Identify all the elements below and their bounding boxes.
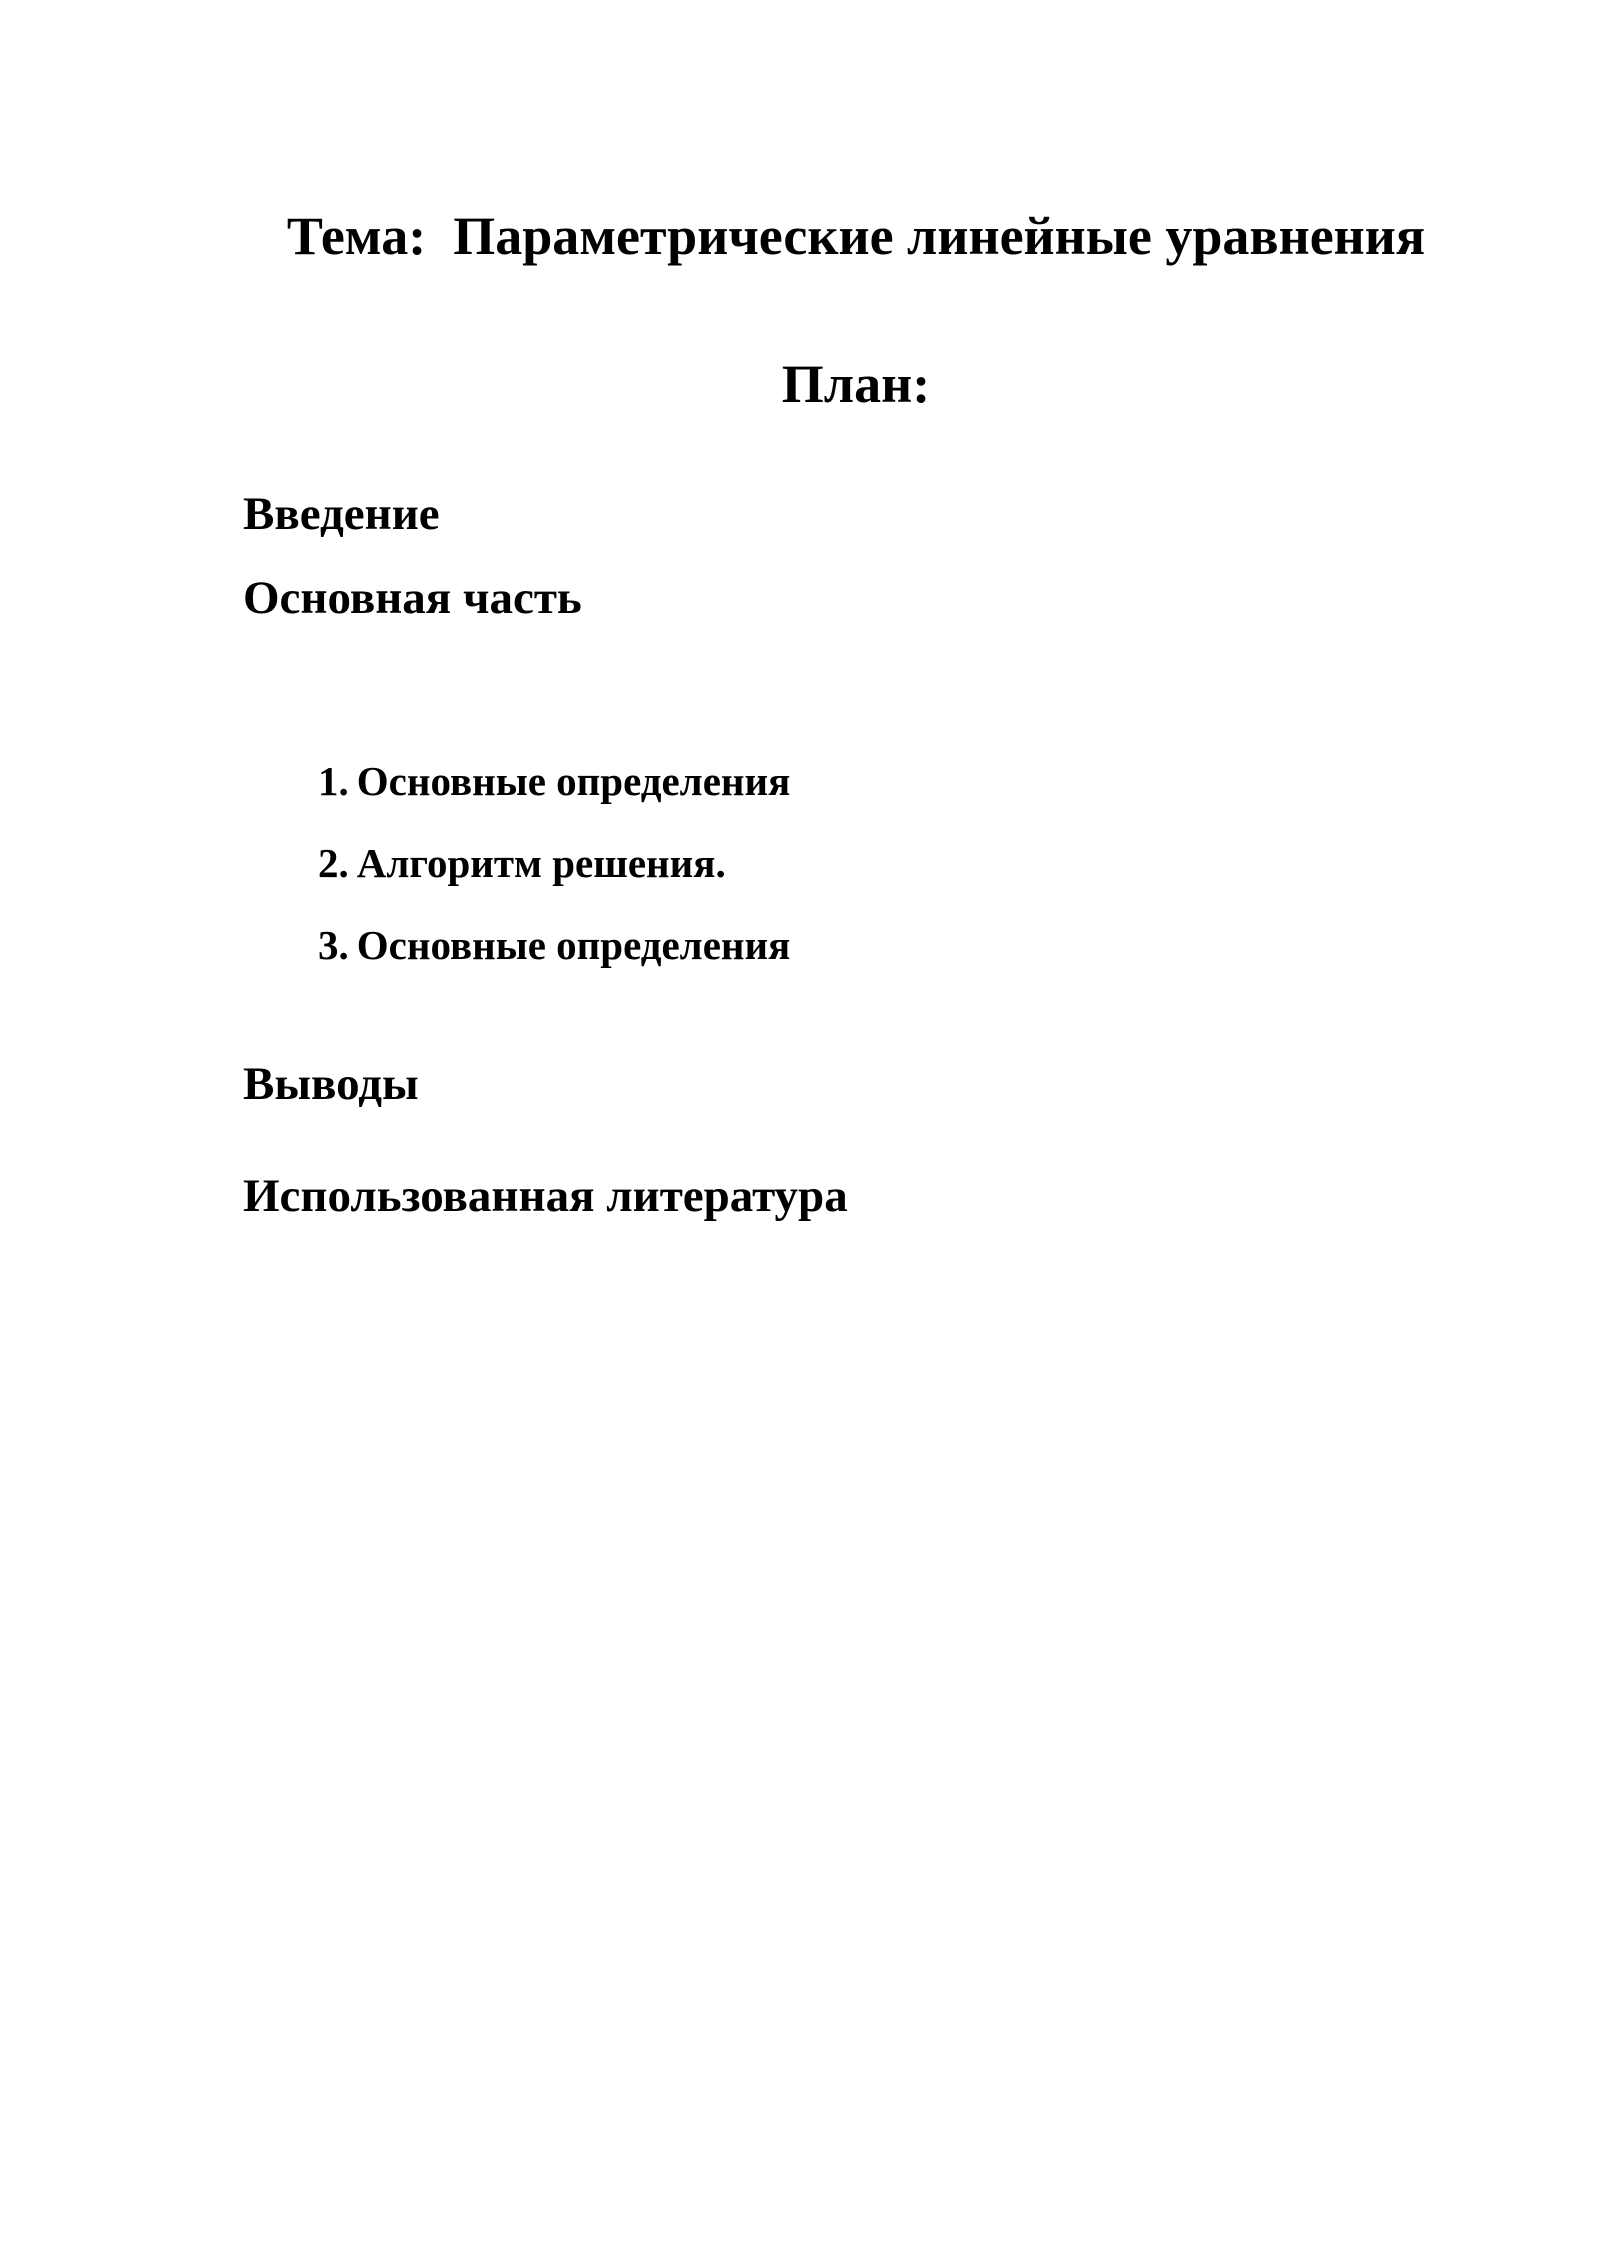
list-item xyxy=(318,838,790,888)
main-part-list xyxy=(318,756,790,1002)
document-title: Тема: Параметрические линейные уравнения xyxy=(286,206,1426,266)
list-item-text: Основные определения xyxy=(356,922,791,968)
list-item xyxy=(318,920,790,970)
section-literature: Использованная литература xyxy=(243,1170,848,1222)
section-intro: Введение xyxy=(243,488,440,540)
plan-heading: План: xyxy=(781,354,931,414)
section-conclusions: Выводы xyxy=(243,1058,419,1110)
list-item-number: 3. xyxy=(318,922,349,968)
list-item-number: 1. xyxy=(318,758,349,804)
list-item-number: 2. xyxy=(318,840,349,886)
list-item xyxy=(318,756,790,806)
list-item-text: Алгоритм решения. xyxy=(356,840,726,886)
list-item-text: Основные определения xyxy=(356,758,791,804)
section-main-part: Основная часть xyxy=(243,572,582,624)
